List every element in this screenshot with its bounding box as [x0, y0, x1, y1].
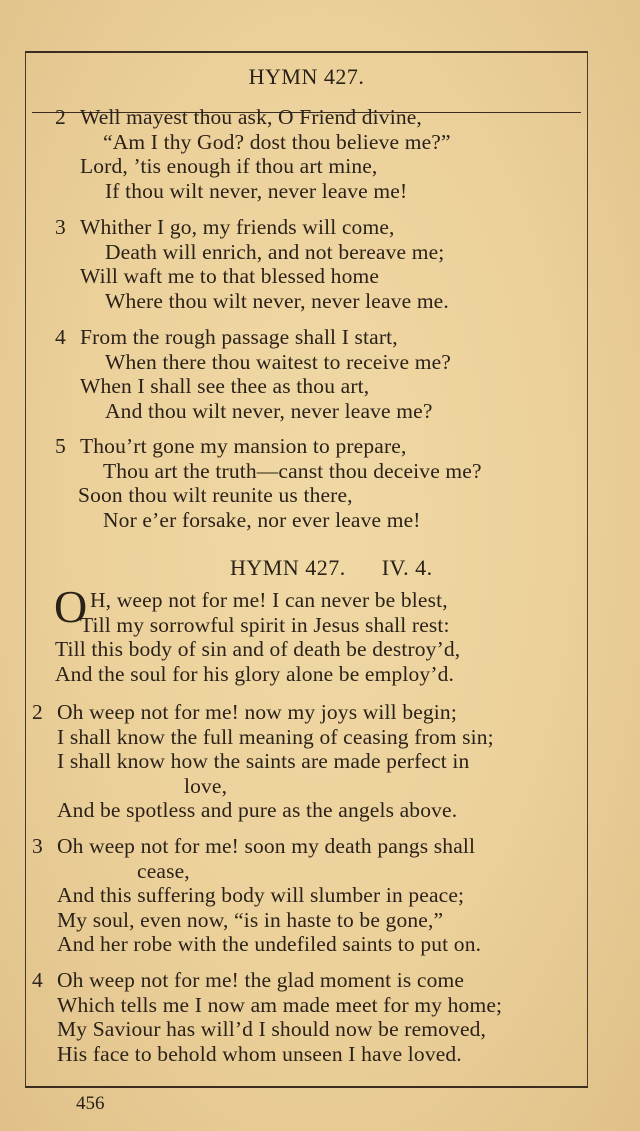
verse-line: When there thou waitest to receive me?: [105, 349, 451, 374]
verse-line: “Am I thy God? dost thou believe me?”: [103, 129, 451, 154]
verse-line: From the rough passage shall I start,: [80, 325, 398, 349]
verse-line: Whither I go, my friends will come,: [80, 215, 395, 239]
hymn-heading: [230, 555, 433, 581]
verse-line: I shall know the full meaning of ceasing from sin;: [57, 724, 494, 749]
verse-line: And the soul for his glory alone be employ’d.: [55, 661, 455, 686]
verse-line: I shall know how the saints are made perfect in: [57, 749, 470, 774]
verse-line: Nor e’er forsake, nor ever leave me!: [103, 507, 421, 532]
running-head: HYMN 427.: [248, 64, 365, 89]
verse-line: And her robe with the undefiled saints to put on.: [57, 932, 482, 957]
verse-line: My Saviour has will’d I should now be removed,: [57, 1017, 487, 1042]
stanza-number: 4: [32, 968, 43, 992]
drop-cap: O: [54, 581, 88, 632]
verse-line: H, weep not for me! I can never be blest,: [90, 588, 448, 612]
verse-line: And this suffering body will slumber in peace;: [57, 883, 465, 908]
verse-line: Oh weep not for me! the glad moment is come: [57, 968, 465, 992]
stanza-number: 5: [55, 434, 66, 458]
verse-line: cease,: [137, 858, 190, 883]
verse-line: Lord, ’tis enough if thou art mine,: [80, 154, 378, 179]
verse-line: And be spotless and pure as the angels above.: [57, 798, 458, 823]
stanza-number: 3: [55, 215, 66, 239]
verse-line: And thou wilt never, never leave me?: [105, 398, 433, 423]
verse-line: When I shall see thee as thou art,: [80, 374, 370, 399]
hymn-title: HYMN 427.: [230, 555, 346, 580]
stanza-number: 3: [32, 834, 43, 858]
verse-line: My soul, even now, “is in haste to be gone,”: [57, 907, 444, 932]
verse-line: Thou’rt gone my mansion to prepare,: [80, 434, 407, 458]
verse-line: His face to behold whom unseen I have loved.: [57, 1041, 462, 1066]
verse-line: Till this body of sin and of death be destroy’d,: [55, 637, 461, 662]
verse-line: Oh weep not for me! now my joys will begin;: [57, 700, 457, 724]
verse-line: Which tells me I now am made meet for my home;: [57, 992, 503, 1017]
verse-line: Thou art the truth—canst thou deceive me?: [103, 458, 482, 483]
verse-line: Will waft me to that blessed home: [80, 264, 380, 289]
verse-line: Death will enrich, and not bereave me;: [105, 239, 445, 264]
stanza-number: 2: [32, 700, 43, 724]
verse-line: Oh weep not for me! soon my death pangs shall: [57, 834, 476, 858]
verse-line: Well mayest thou ask, O Friend divine,: [80, 105, 422, 129]
stanza-number: 2: [55, 105, 66, 129]
verse-line: Where thou wilt never, never leave me.: [105, 288, 449, 313]
stanza-number: 4: [55, 325, 66, 349]
verse-line: love,: [184, 773, 228, 798]
verse-line: If thou wilt never, never leave me!: [105, 178, 408, 203]
page-number: 456: [76, 1093, 105, 1114]
verse-line: Till my sorrowful spirit in Jesus shall rest:: [80, 612, 450, 637]
hymn-meter: IV. 4.: [381, 555, 433, 580]
verse-line: Soon thou wilt reunite us there,: [78, 483, 353, 508]
